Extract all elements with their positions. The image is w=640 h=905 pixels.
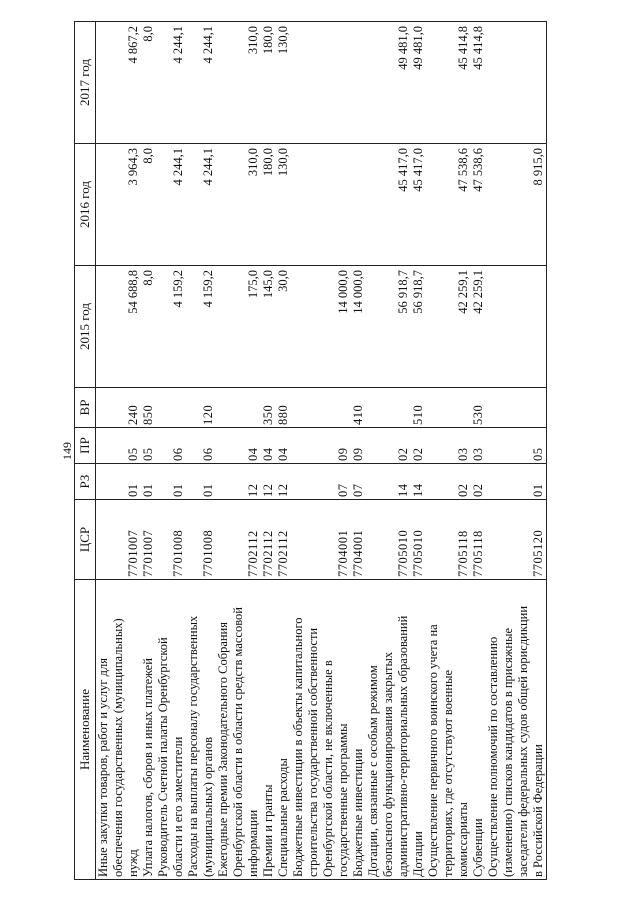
cell-2017 bbox=[471, 22, 486, 144]
cell-2017 bbox=[366, 22, 411, 144]
cell-2016 bbox=[186, 144, 216, 266]
name-line: Оренбургской области, не включенные в bbox=[321, 660, 335, 877]
cell-2015 bbox=[141, 266, 156, 388]
cell-pr-value: 04 bbox=[276, 447, 290, 461]
cell-name bbox=[261, 580, 276, 880]
cell-2016 bbox=[411, 144, 426, 266]
cell-name bbox=[471, 580, 486, 880]
cell-rz bbox=[156, 464, 186, 500]
cell-2017 bbox=[426, 22, 471, 144]
cell-rz-value: 02 bbox=[471, 483, 485, 497]
cell-pr bbox=[291, 428, 351, 464]
cell-csr-value: 7702112 bbox=[246, 530, 260, 577]
cell-2016-value: 3 964,3 bbox=[126, 148, 140, 186]
name-line: Субвенции bbox=[471, 818, 485, 877]
col-header-2017: 2017 год bbox=[75, 22, 96, 144]
cell-csr bbox=[426, 500, 471, 580]
rotated-content bbox=[60, 22, 620, 880]
cell-csr-value: 7701007 bbox=[126, 529, 140, 577]
cell-2015 bbox=[261, 266, 276, 388]
table-row bbox=[426, 22, 471, 880]
cell-csr-value: 7705010 bbox=[396, 529, 410, 577]
col-header-csr: ЦСР bbox=[75, 500, 96, 580]
name-line: заседатели федеральных судов общей юрисдикции bbox=[516, 605, 530, 877]
cell-vr-value: 120 bbox=[201, 404, 215, 425]
col-header-name: Наименование bbox=[75, 580, 96, 880]
cell-name bbox=[411, 580, 426, 880]
cell-csr-value: 7705010 bbox=[411, 529, 425, 577]
cell-csr-value: 7705118 bbox=[471, 530, 485, 577]
cell-2016 bbox=[486, 144, 547, 266]
name-line: Иные закупки товаров, работ и услуг для bbox=[96, 657, 110, 877]
cell-vr-value: 510 bbox=[411, 404, 425, 425]
cell-2015-value: 30,0 bbox=[276, 270, 290, 292]
cell-vr-value: 350 bbox=[261, 404, 275, 425]
cell-2015 bbox=[366, 266, 411, 388]
name-line: Дотации bbox=[411, 831, 425, 877]
cell-rz bbox=[411, 464, 426, 500]
cell-2016-value: 47 538,6 bbox=[471, 148, 485, 192]
cell-vr bbox=[351, 388, 366, 428]
table-row bbox=[156, 22, 186, 880]
cell-2015-value: 4 159,2 bbox=[171, 270, 185, 308]
cell-2017-value bbox=[531, 26, 546, 141]
cell-rz bbox=[141, 464, 156, 500]
cell-pr-value: 05 bbox=[141, 447, 155, 461]
cell-2015 bbox=[471, 266, 486, 388]
cell-name bbox=[96, 580, 142, 880]
cell-csr-value: 7702112 bbox=[261, 530, 275, 577]
cell-2016-value: 180,0 bbox=[261, 148, 275, 177]
cell-csr-value: 7701008 bbox=[201, 529, 215, 577]
cell-2017-value: 180,0 bbox=[261, 26, 275, 55]
cell-rz-value: 01 bbox=[141, 483, 155, 497]
cell-rz bbox=[186, 464, 216, 500]
cell-rz bbox=[471, 464, 486, 500]
cell-name bbox=[276, 580, 291, 880]
cell-name bbox=[216, 580, 261, 880]
col-header-2016: 2016 год bbox=[75, 144, 96, 266]
cell-pr-value: 02 bbox=[411, 447, 425, 461]
name-line: комиссариаты bbox=[456, 802, 470, 877]
cell-2016 bbox=[156, 144, 186, 266]
cell-vr-value bbox=[531, 390, 546, 425]
table-row bbox=[141, 22, 156, 880]
cell-2016 bbox=[351, 144, 366, 266]
cell-pr bbox=[366, 428, 411, 464]
name-line: Оренбургской области в области средств массовой bbox=[231, 607, 245, 877]
cell-2016-value: 47 538,6 bbox=[456, 148, 470, 192]
cell-csr bbox=[141, 500, 156, 580]
table-row bbox=[351, 22, 366, 880]
cell-pr-value: 04 bbox=[261, 447, 275, 461]
cell-2017-value: 4 244,1 bbox=[201, 26, 215, 64]
cell-2017 bbox=[276, 22, 291, 144]
cell-pr bbox=[216, 428, 261, 464]
cell-vr bbox=[141, 388, 156, 428]
cell-csr bbox=[291, 500, 351, 580]
cell-2017-value: 49 481,0 bbox=[411, 26, 425, 70]
cell-pr-value: 02 bbox=[396, 447, 410, 461]
cell-2017 bbox=[96, 22, 142, 144]
name-line: информации bbox=[246, 809, 260, 877]
col-header-rz: РЗ bbox=[75, 464, 96, 500]
name-line: территориях, где отсутствуют военные bbox=[441, 669, 455, 877]
cell-vr-value bbox=[171, 390, 186, 425]
col-header-pr: ПР bbox=[75, 428, 96, 464]
cell-vr-value: 850 bbox=[141, 404, 155, 425]
cell-csr-value: 7701008 bbox=[171, 529, 185, 577]
cell-2015 bbox=[186, 266, 216, 388]
cell-csr bbox=[366, 500, 411, 580]
cell-rz bbox=[276, 464, 291, 500]
cell-name bbox=[366, 580, 411, 880]
cell-pr-value: 03 bbox=[471, 447, 485, 461]
col-header-vr: ВР bbox=[75, 388, 96, 428]
cell-pr bbox=[156, 428, 186, 464]
cell-2017 bbox=[261, 22, 276, 144]
name-line: обеспечения государственных (муниципальных) bbox=[111, 618, 125, 877]
cell-csr-value: 7705118 bbox=[456, 530, 470, 577]
table-header-row bbox=[75, 22, 96, 880]
cell-vr bbox=[156, 388, 186, 428]
cell-2015 bbox=[156, 266, 186, 388]
cell-pr-value: 06 bbox=[171, 447, 185, 461]
cell-rz bbox=[366, 464, 411, 500]
cell-2016-value bbox=[351, 148, 366, 263]
cell-2015 bbox=[276, 266, 291, 388]
name-line: безопасного функционирования закрытых bbox=[381, 651, 395, 877]
cell-pr-value: 06 bbox=[201, 447, 215, 461]
cell-vr bbox=[186, 388, 216, 428]
cell-vr bbox=[426, 388, 471, 428]
cell-csr bbox=[156, 500, 186, 580]
cell-2017-value: 130,0 bbox=[276, 26, 290, 55]
cell-pr-value: 05 bbox=[531, 447, 545, 461]
name-line: Расходы на выплаты персоналу государственных bbox=[186, 615, 200, 877]
cell-2017-value bbox=[336, 26, 351, 141]
cell-2015-value: 175,0 bbox=[246, 270, 260, 299]
cell-2017-value: 4 244,1 bbox=[171, 26, 185, 64]
cell-pr bbox=[471, 428, 486, 464]
cell-2015-value: 145,0 bbox=[261, 270, 275, 299]
cell-2017-value: 45 414,8 bbox=[471, 26, 485, 70]
cell-csr-value: 7704001 bbox=[336, 529, 350, 577]
cell-pr-value: 03 bbox=[456, 447, 470, 461]
cell-2017 bbox=[486, 22, 547, 144]
cell-csr bbox=[186, 500, 216, 580]
cell-csr bbox=[216, 500, 261, 580]
table-row bbox=[96, 22, 142, 880]
cell-2016-value: 8,0 bbox=[141, 148, 155, 164]
cell-2015-value: 4 159,2 bbox=[201, 270, 215, 308]
cell-2017-value: 8,0 bbox=[141, 26, 155, 42]
cell-name bbox=[426, 580, 471, 880]
name-line: Бюджетные инвестиции в объекты капитального bbox=[291, 617, 305, 877]
table-row bbox=[261, 22, 276, 880]
cell-vr bbox=[276, 388, 291, 428]
cell-2017 bbox=[156, 22, 186, 144]
name-line: (муниципальных) органов bbox=[201, 736, 215, 877]
table-row bbox=[186, 22, 216, 880]
cell-2016 bbox=[471, 144, 486, 266]
cell-2016 bbox=[96, 144, 142, 266]
cell-2017 bbox=[411, 22, 426, 144]
cell-pr bbox=[261, 428, 276, 464]
cell-rz-value: 07 bbox=[336, 483, 350, 497]
cell-2016 bbox=[276, 144, 291, 266]
cell-name bbox=[291, 580, 351, 880]
cell-pr bbox=[96, 428, 142, 464]
cell-pr bbox=[141, 428, 156, 464]
name-line: Премии и гранты bbox=[261, 784, 275, 877]
cell-vr bbox=[96, 388, 142, 428]
cell-2016-value: 8 915,0 bbox=[531, 148, 545, 186]
cell-2016-value: 45 417,0 bbox=[396, 148, 410, 192]
cell-2016-value: 130,0 bbox=[276, 148, 290, 177]
cell-2015-value: 8,0 bbox=[141, 270, 155, 286]
cell-vr-value bbox=[246, 390, 261, 425]
cell-rz-value: 01 bbox=[201, 483, 215, 497]
cell-rz-value: 01 bbox=[531, 483, 545, 497]
cell-2015 bbox=[216, 266, 261, 388]
name-line: Осуществление первичного воинского учета на bbox=[426, 624, 440, 877]
cell-2017 bbox=[351, 22, 366, 144]
cell-rz-value: 14 bbox=[411, 483, 425, 497]
cell-vr bbox=[366, 388, 411, 428]
cell-name bbox=[156, 580, 186, 880]
cell-rz bbox=[351, 464, 366, 500]
cell-pr-value: 05 bbox=[126, 447, 140, 461]
cell-2015-value: 42 259,1 bbox=[471, 270, 485, 314]
cell-2017 bbox=[186, 22, 216, 144]
name-line: Бюджетные инвестиции bbox=[351, 748, 365, 877]
cell-csr bbox=[276, 500, 291, 580]
table-row bbox=[471, 22, 486, 880]
cell-vr bbox=[471, 388, 486, 428]
budget-table bbox=[74, 21, 547, 880]
cell-2015-value: 14 000,0 bbox=[351, 270, 365, 314]
cell-csr bbox=[351, 500, 366, 580]
cell-vr-value bbox=[456, 390, 471, 425]
cell-2017 bbox=[216, 22, 261, 144]
cell-2016-value bbox=[336, 148, 351, 263]
name-line: области и его заместители bbox=[171, 736, 185, 877]
cell-rz bbox=[96, 464, 142, 500]
cell-pr bbox=[426, 428, 471, 464]
name-line: (изменению) списков кандидатов в присяжные bbox=[501, 627, 515, 877]
cell-2016 bbox=[366, 144, 411, 266]
cell-2016-value: 4 244,1 bbox=[201, 148, 215, 186]
cell-2016 bbox=[216, 144, 261, 266]
name-line: Уплата налогов, сборов и иных платежей bbox=[141, 658, 155, 877]
cell-vr bbox=[486, 388, 547, 428]
cell-2015 bbox=[426, 266, 471, 388]
cell-rz bbox=[261, 464, 276, 500]
cell-csr-value: 7704001 bbox=[351, 529, 365, 577]
cell-2015 bbox=[486, 266, 547, 388]
cell-pr bbox=[186, 428, 216, 464]
cell-vr-value bbox=[396, 390, 411, 425]
cell-name bbox=[486, 580, 547, 880]
cell-rz bbox=[486, 464, 547, 500]
cell-2015-value: 14 000,0 bbox=[336, 270, 350, 314]
cell-csr-value: 7702112 bbox=[276, 530, 290, 577]
cell-vr bbox=[291, 388, 351, 428]
cell-vr-value: 880 bbox=[276, 404, 290, 425]
cell-csr bbox=[471, 500, 486, 580]
cell-vr-value bbox=[336, 390, 351, 425]
cell-rz-value: 12 bbox=[276, 483, 290, 497]
cell-pr-value: 09 bbox=[351, 447, 365, 461]
col-header-2015: 2015 год bbox=[75, 266, 96, 388]
name-line: строительства государственной собственности bbox=[306, 627, 320, 877]
table-row bbox=[291, 22, 351, 880]
cell-2015 bbox=[96, 266, 142, 388]
cell-vr bbox=[261, 388, 276, 428]
cell-2016 bbox=[261, 144, 276, 266]
page-number: 149 bbox=[60, 442, 74, 460]
cell-rz-value: 02 bbox=[456, 483, 470, 497]
name-line: Специальные расходы bbox=[276, 758, 290, 877]
name-line: Дотации, связанные с особым режимом bbox=[366, 665, 380, 877]
name-line: нужд bbox=[126, 849, 140, 877]
cell-2017 bbox=[141, 22, 156, 144]
cell-pr bbox=[486, 428, 547, 464]
table-row bbox=[486, 22, 547, 880]
name-line: государственные программы bbox=[336, 723, 350, 877]
cell-csr bbox=[486, 500, 547, 580]
table-row bbox=[411, 22, 426, 880]
name-line: в Российской Федерации bbox=[531, 744, 545, 877]
cell-rz-value: 12 bbox=[246, 483, 260, 497]
cell-vr-value: 410 bbox=[351, 404, 365, 425]
cell-rz-value: 07 bbox=[351, 483, 365, 497]
table-row bbox=[276, 22, 291, 880]
name-line: Руководитель Счетной палаты Оренбургской bbox=[156, 637, 170, 877]
cell-rz bbox=[216, 464, 261, 500]
name-line: Ежегодные премии Законодательного Собрания bbox=[216, 622, 230, 877]
cell-2015-value bbox=[531, 270, 546, 385]
cell-2015 bbox=[351, 266, 366, 388]
cell-rz-value: 14 bbox=[396, 483, 410, 497]
cell-pr bbox=[411, 428, 426, 464]
cell-2016 bbox=[141, 144, 156, 266]
cell-2017-value: 49 481,0 bbox=[396, 26, 410, 70]
cell-2015 bbox=[291, 266, 351, 388]
cell-vr bbox=[411, 388, 426, 428]
cell-vr bbox=[216, 388, 261, 428]
cell-rz bbox=[291, 464, 351, 500]
cell-name bbox=[141, 580, 156, 880]
cell-2017-value bbox=[351, 26, 366, 141]
cell-rz bbox=[426, 464, 471, 500]
cell-csr-value: 7705120 bbox=[531, 529, 545, 577]
cell-2017-value: 4 867,2 bbox=[126, 26, 140, 64]
name-line: административно-территориальных образований bbox=[396, 615, 410, 877]
cell-2016-value: 45 417,0 bbox=[411, 148, 425, 192]
cell-name bbox=[351, 580, 366, 880]
cell-csr bbox=[261, 500, 276, 580]
name-line: Осуществление полномочий по составлению bbox=[486, 636, 500, 877]
cell-csr bbox=[411, 500, 426, 580]
cell-name bbox=[186, 580, 216, 880]
cell-csr bbox=[96, 500, 142, 580]
cell-2017 bbox=[291, 22, 351, 144]
cell-vr-value: 240 bbox=[126, 404, 140, 425]
cell-2016 bbox=[291, 144, 351, 266]
cell-2015-value: 56 918,7 bbox=[396, 270, 410, 314]
cell-vr-value: 530 bbox=[471, 404, 485, 425]
cell-pr-value: 04 bbox=[246, 447, 260, 461]
cell-rz-value: 01 bbox=[171, 483, 185, 497]
cell-2016-value: 4 244,1 bbox=[171, 148, 185, 186]
cell-2017-value: 310,0 bbox=[246, 26, 260, 55]
cell-2015-value: 56 918,7 bbox=[411, 270, 425, 314]
cell-2015-value: 42 259,1 bbox=[456, 270, 470, 314]
cell-2016-value: 310,0 bbox=[246, 148, 260, 177]
cell-pr bbox=[276, 428, 291, 464]
cell-rz-value: 01 bbox=[126, 483, 140, 497]
table-row bbox=[366, 22, 411, 880]
cell-2016 bbox=[426, 144, 471, 266]
cell-2017-value: 45 414,8 bbox=[456, 26, 470, 70]
cell-rz-value: 12 bbox=[261, 483, 275, 497]
cell-csr-value: 7701007 bbox=[141, 529, 155, 577]
cell-2015 bbox=[411, 266, 426, 388]
cell-pr bbox=[351, 428, 366, 464]
cell-2015-value: 54 688,8 bbox=[126, 270, 140, 314]
cell-pr-value: 09 bbox=[336, 447, 350, 461]
table-row bbox=[216, 22, 261, 880]
